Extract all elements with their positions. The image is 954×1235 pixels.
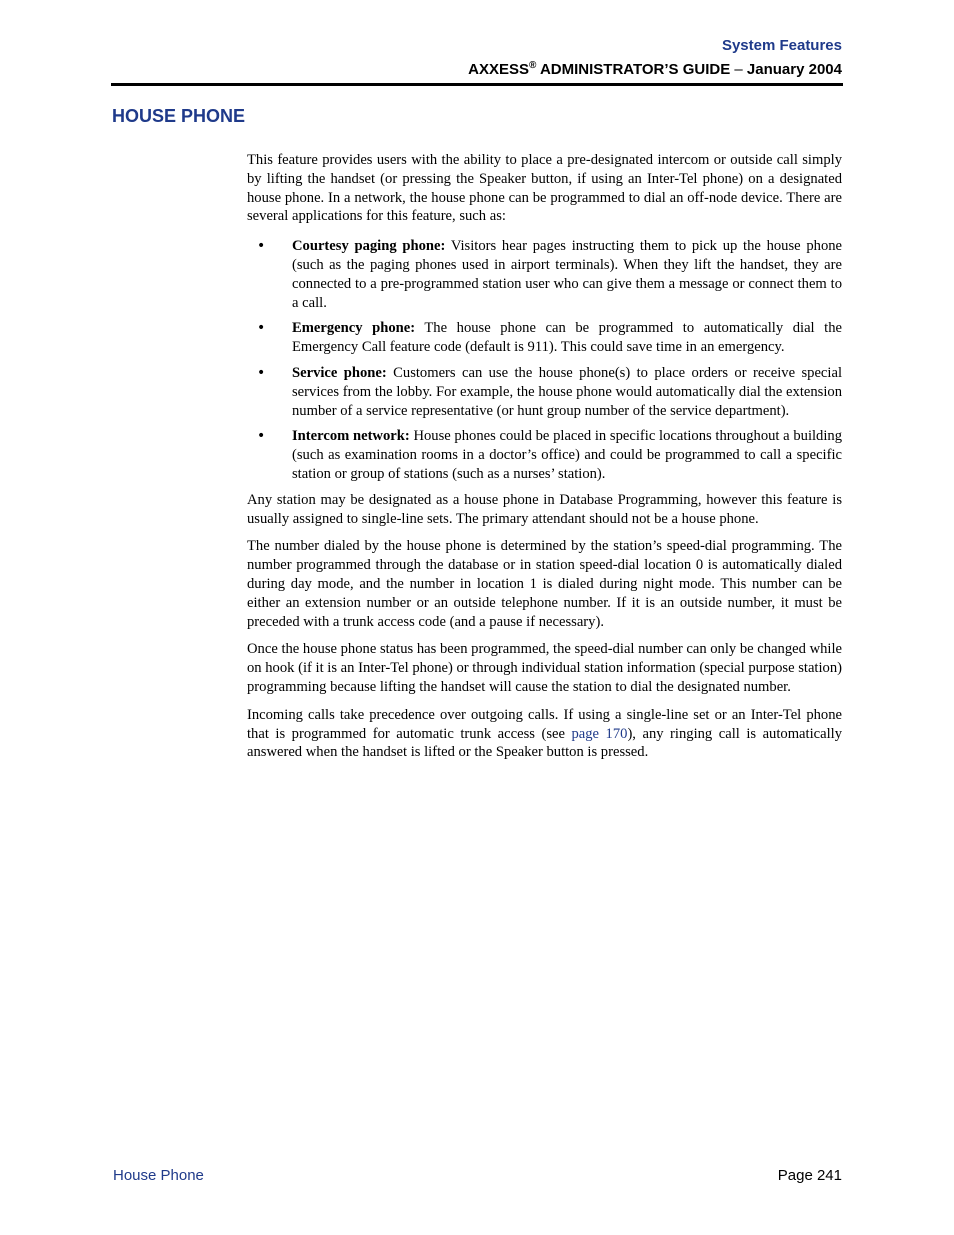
list-item-text: House phones could be placed in specific locations throughout a building (such as examination rooms in a doctor’s office) and could be programmed to call a specific station or group of stations (such as a nurses’ station).	[292, 428, 842, 482]
footer-page-number: Page 241	[777, 1167, 842, 1184]
guide-date: January 2004	[742, 61, 842, 78]
paragraph-speed-dial: The number dialed by the house phone is determined by the station’s speed-dial programming. The number programmed through the database or in station speed-dial location 0 is automatically dialed during day mode, and the number in location 1 is dialed during night mode. This number can be either an extension number or an outside telephone number. If it is an outside number, it must be preceded with a trunk access code (and a pause if necessary).	[247, 538, 842, 630]
list-item-term: Courtesy paging phone:	[292, 238, 446, 255]
incoming-text-start: Incoming calls take precedence over outgoing calls. If using a single-line set or an Inter-Tel phone that is programmed for automatic trunk access (see	[247, 706, 842, 742]
guide-title: ADMINISTRATOR’S GUIDE	[536, 61, 735, 78]
list-item-term: Service phone:	[292, 364, 387, 381]
list-item	[247, 237, 842, 312]
guide-dash: –	[734, 61, 743, 78]
incoming-text-end: ), any ringing call is automatically answered when the handset is lifted or the Speaker button is pressed.	[247, 725, 842, 761]
list-item-term: Intercom network:	[292, 428, 410, 445]
list-item	[247, 319, 842, 357]
list-item-text: Customers can use the house phone(s) to place orders or receive special services from the lobby. For example, the house phone would automatically dial the extension number of a service representative (or hunt group number of the service department).	[292, 364, 842, 419]
body-text	[247, 151, 842, 771]
list-item-term: Emergency phone:	[292, 320, 416, 337]
list-item	[247, 427, 842, 483]
bullet-icon: •	[257, 364, 266, 381]
header-section-title: System Features	[721, 37, 842, 54]
list-item-text: The house phone can be programmed to automatically dial the Emergency Call feature code (default is 911). This could save time in an emergency.	[292, 320, 842, 356]
footer-section-name: House Phone	[113, 1167, 204, 1184]
application-list	[247, 237, 842, 484]
paragraph-designation: Any station may be designated as a house phone in Database Programming, however this feature is usually assigned to single-line sets. The primary attendant should not be a house phone.	[247, 491, 842, 527]
guide-brand: AXXESS	[468, 61, 529, 78]
page-title: HOUSE PHONE	[112, 106, 246, 126]
list-item	[247, 364, 842, 420]
header-guide-title	[468, 60, 842, 78]
paragraph-incoming-calls	[247, 706, 842, 762]
registered-mark: ®	[528, 60, 537, 71]
header-rule	[111, 83, 843, 86]
bullet-icon: •	[257, 428, 266, 445]
bullet-icon: •	[257, 238, 266, 255]
intro-paragraph: This feature provides users with the ability to place a pre-designated intercom or outside call simply by lifting the handset (or pressing the Speaker button, if using an Inter-Tel phone) on a designated house phone. In a network, the house phone can be programmed to dial an off-node device. There are several applications for this feature, such as:	[247, 152, 842, 225]
page-reference-link[interactable]: page 170	[571, 725, 628, 742]
paragraph-programming: Once the house phone status has been programmed, the speed-dial number can only be changed while on hook (if it is an Inter-Tel phone) or through individual station information (special purpose station) programming because lifting the handset will cause the station to dial the designated number.	[247, 641, 842, 695]
list-item-text: Visitors hear pages instructing them to pick up the house phone (such as the paging phones used in airport terminals). When they lift the handset, they are connected to a pre-programmed station user who can give them a message or connect them to a call.	[292, 238, 843, 311]
bullet-icon: •	[257, 320, 266, 337]
